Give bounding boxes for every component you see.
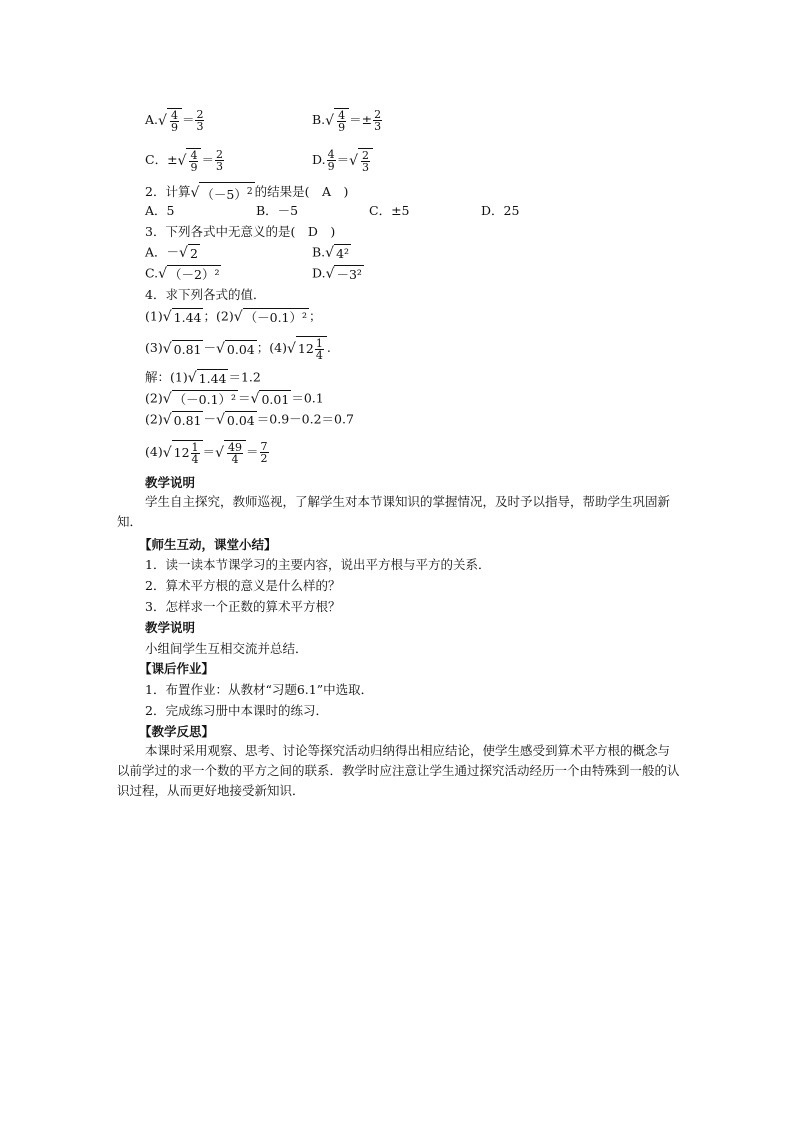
sqrt-expression: √ （－2）² bbox=[158, 266, 220, 282]
q4-line-2: (3)√ 0.81 －√ 0.04 ；(4)√ 12 $\frac{1}{4}$ . bbox=[145, 337, 331, 362]
solution-line-1: 解：(1)√ 1.44 ＝1.2 bbox=[145, 369, 261, 386]
q3-option-a: A．－√ 2 bbox=[145, 244, 198, 261]
q2-option-c: C．±5 bbox=[369, 203, 410, 218]
option-label: C．± bbox=[145, 152, 178, 167]
reflection-heading: 【教学反思】 bbox=[139, 724, 215, 739]
section-heading: 教学说明 bbox=[145, 475, 196, 490]
sqrt-expression: √ 2 bbox=[179, 245, 198, 261]
summary-item-1: 1．读一读本节课学习的主要内容，说出平方根与平方的关系． bbox=[145, 557, 491, 572]
q3-option-b: B.√ 4² bbox=[312, 244, 350, 261]
option-label: D. bbox=[312, 152, 326, 167]
q3-option-d: D.√ －3² bbox=[312, 265, 362, 282]
option-label: B. bbox=[312, 112, 326, 127]
sqrt-expression: √ 4² bbox=[325, 245, 350, 261]
summary-item-2: 2．算术平方根的意义是什么样的？ bbox=[145, 578, 341, 593]
q2-option-d: D．25 bbox=[481, 203, 520, 218]
solution-line-3: (2)√ 0.81 －√ 0.04 ＝0.9－0.2＝0.7 bbox=[145, 411, 354, 428]
q1-option-d: D. $\frac{4}{9}$ ＝√ $\frac{2}{3}$ bbox=[312, 148, 373, 173]
sqrt-expression: √ 0.81 bbox=[162, 412, 202, 428]
solution-line-2: (2)√ （－0.1）² ＝√ 0.01 ＝0.1 bbox=[145, 390, 324, 407]
sqrt-expression: √ $\frac{2}{3}$ bbox=[349, 148, 373, 173]
q1-option-a: A.√ $\frac{4}{9}$ ＝ $\frac{2}{3}$ bbox=[145, 108, 204, 134]
sqrt-expression: √ $(-5)^2$ bbox=[190, 182, 254, 203]
sqrt-expression: √ $\frac{4}{9}$ bbox=[158, 108, 182, 133]
section-paragraph: 学生自主探究，教师巡视，了解学生对本节课知识的掌握情况，及时予以指导，帮助学生巩固新知． bbox=[117, 494, 671, 529]
q1-option-c: C．±√ $\frac{4}{9}$ ＝ $\frac{2}{3}$ bbox=[145, 148, 223, 174]
reflection-paragraph: 本课时采用观察、思考、讨论等探究活动归纳得出相应结论，使学生感受到算术平方根的概念与以前学过的求一个数的平方之间的联系．教学时应注意让学生通过探究活动经历一个由特殊到一般的认识过程，从而更好地接受新知识． bbox=[117, 743, 680, 798]
homework-item-1: 1．布置作业：从教材“习题6.1”中选取． bbox=[145, 682, 374, 697]
sqrt-expression: √ $\frac{49}{4}$ bbox=[215, 440, 246, 465]
q1-option-b: B.√ $\frac{4}{9}$ ＝± $\frac{2}{3}$ bbox=[312, 108, 382, 134]
sqrt-expression: √ 0.81 bbox=[162, 340, 202, 357]
sqrt-expression: √ （－0.1）² bbox=[233, 309, 308, 325]
summary-item-3: 3．怎样求一个正数的算术平方根？ bbox=[145, 599, 341, 614]
sqrt-expression: √ 12 $\frac{1}{4}$ bbox=[287, 336, 327, 361]
sqrt-expression: √ 1.44 bbox=[162, 309, 202, 325]
q4-line-1: (1)√ 1.44 ；(2)√ （－0.1）² ； bbox=[145, 308, 322, 325]
homework-heading: 【课后作业】 bbox=[139, 661, 215, 676]
summary-heading: 【师生互动，课堂小结】 bbox=[139, 537, 277, 552]
q3-stem: 3．下列各式中无意义的是( D ) bbox=[145, 224, 336, 239]
sqrt-expression: √ 1.44 bbox=[187, 370, 227, 386]
q3-option-c: C.√ （－2）² bbox=[145, 265, 220, 282]
homework-item-2: 2．完成练习册中本课时的练习． bbox=[145, 703, 328, 718]
q2-option-a: A．5 bbox=[145, 203, 175, 218]
section-heading: 教学说明 bbox=[145, 620, 196, 635]
sqrt-expression: √ －3² bbox=[325, 266, 362, 282]
sqrt-expression: √ 0.04 bbox=[216, 340, 255, 357]
sqrt-expression: √ 0.01 bbox=[250, 391, 290, 407]
sqrt-expression: √ $\frac{4}{9}$ bbox=[178, 148, 202, 173]
sqrt-expression: √ 0.04 bbox=[216, 412, 255, 428]
sqrt-expression: √ $\frac{4}{9}$ bbox=[325, 108, 349, 133]
sqrt-expression: √ （－0.1）² bbox=[162, 391, 237, 407]
solution-line-4: (4)√ 12 $\frac{1}{4}$ ＝√ $\frac{49}{4}$ ＝ $\frac{7}{2}$ bbox=[145, 440, 268, 466]
q2-option-b: B．－5 bbox=[256, 203, 299, 218]
sqrt-expression: √ 12 $\frac{1}{4}$ bbox=[163, 440, 203, 465]
q2-stem: 2．计算√ $(-5)^2$ 的结果是( A ) bbox=[145, 182, 348, 203]
section-paragraph: 小组间学生互相交流并总结． bbox=[145, 641, 308, 656]
q4-stem: 4．求下列各式的值． bbox=[145, 287, 266, 302]
option-label: A. bbox=[145, 112, 159, 127]
